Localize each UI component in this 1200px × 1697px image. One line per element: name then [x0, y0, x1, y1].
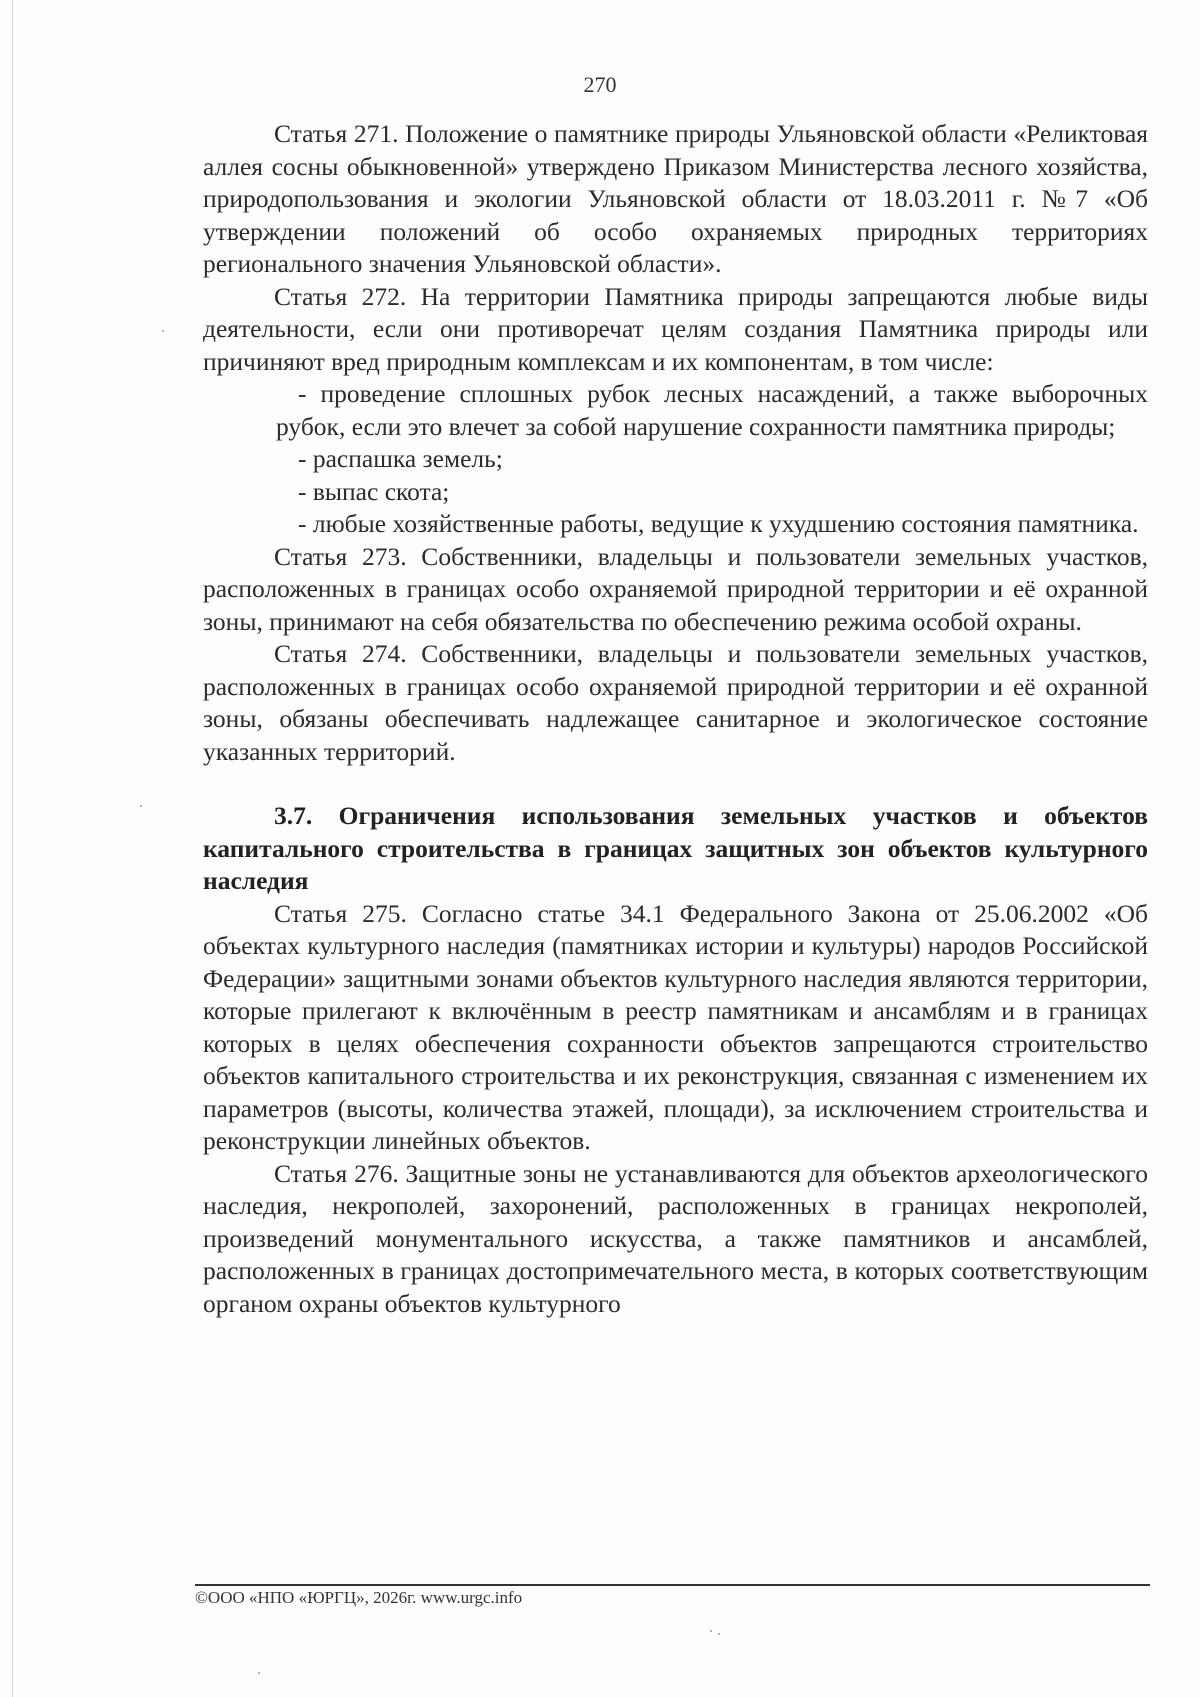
footer-divider — [195, 1584, 1150, 1586]
scan-edge-line — [12, 0, 13, 1697]
article-274: Статья 274. Собственники, владельцы и пользователи земельных участков, расположенных в границах особо охраняемой природной территории и её охранной зоны, обязаны обеспечивать надлежащее санитарное и экологическое состояние указанных территорий. — [203, 639, 1148, 766]
scan-speck — [258, 1672, 260, 1674]
article-273: Статья 273. Собственники, владельцы и пользователи земельных участков, расположенных в границах особо охраняемой природной территории и её охранной зоны, принимают на себя обязательства по обеспечению режима особой охраны. — [203, 541, 1148, 636]
article-272: Статья 272. На территории Памятника природы запрещаются любые виды деятельности, если они противоречат целям создания Памятника природы или причиняют вред природным комплексам и их компонентам, в том числе: — [203, 281, 1148, 376]
article-276: Статья 276. Защитные зоны не устанавливаются для объектов археологического наследия, некрополей, захоронений, расположенных в границах некрополей, произведений монументального искусства, а также памятников и ансамблей, расположенных в границах достопримечательного места, в которых соответствующим органом охраны объектов культурного — [203, 1158, 1148, 1318]
scan-speck — [718, 1633, 720, 1635]
article-271: Статья 271. Положение о памятнике природы Ульяновской области «Реликтовая аллея сосны обыкновенной» утверждено Приказом Министерства лесного хозяйства, природопользования и экологии Ульяновской области от 18.03.2011 г. №7 «Об утверждении положений об особо охраняемых природных территориях регионального значения Ульяновской области». — [203, 119, 1148, 278]
list-item: - распашка земель; — [298, 444, 503, 473]
page-number: 270 — [583, 72, 617, 97]
list-item: - любые хозяйственные работы, ведущие к ухудшению состояния памятника. — [298, 509, 1139, 538]
footer-copyright: ©ООО «НПО «ЮРГЦ», 2026г. www.urgc.info — [195, 1588, 523, 1607]
list-item: - проведение сплошных рубок лесных насаждений, а также выборочных рубок, если это влечет за собой нарушение сохранности памятника природы; — [276, 379, 1148, 441]
list-item: - выпас скота; — [298, 476, 450, 506]
scan-speck — [162, 330, 164, 332]
prohibitions-list — [276, 378, 1148, 541]
scan-speck — [710, 1630, 712, 1632]
scan-speck — [140, 805, 142, 807]
section-heading: 3.7. Ограничения использования земельных участков и объектов капитального строительства в границах защитных зон объектов культурного наследия — [203, 801, 1148, 895]
article-275: Статья 275. Согласно статье 34.1 Федерального Закона от 25.06.2002 «Об объектах культурного наследия (памятниках истории и культуры) народов Российской Федерации» защитными зонами объектов культурного наследия являются территории, которые прилегают к включённым в реестр памятникам и ансамблям и в границах которых в целях обеспечения сохранности объектов запрещаются строительство объектов капитального строительства и их реконструкция, связанная с изменением их параметров (высоты, количества этажей, площади), за исключением строительства и реконструкции линейных объектов. — [203, 898, 1148, 1155]
page-body — [203, 118, 1148, 1320]
